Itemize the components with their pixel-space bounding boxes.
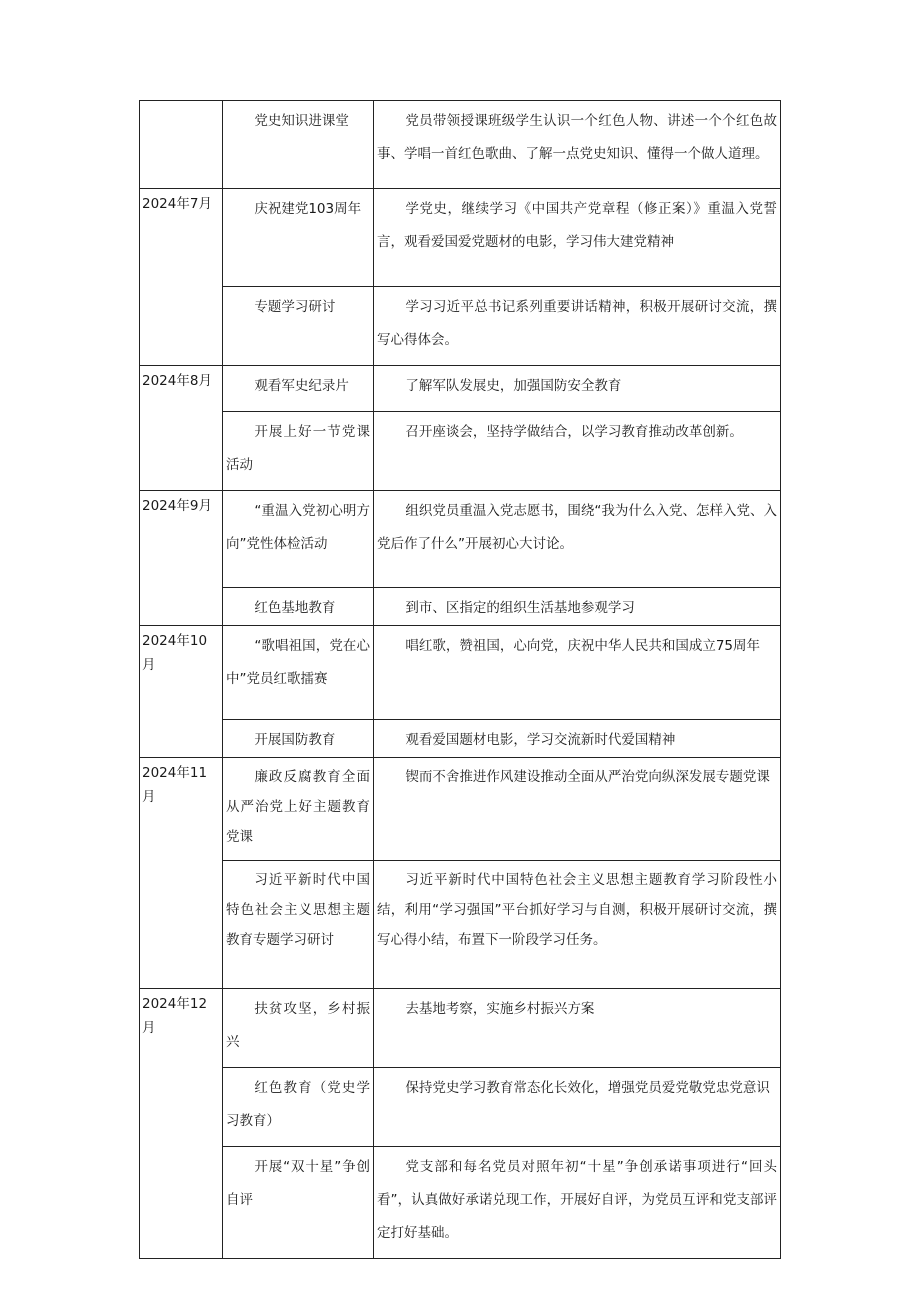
activity-cell: 习近平新时代中国特色社会主义思想主题教育专题学习研讨 (223, 861, 374, 989)
table-row (140, 720, 781, 758)
content-cell: 观看爱国题材电影，学习交流新时代爱国精神 (374, 720, 781, 758)
content-cell: 召开座谈会，坚持学做结合，以学习教育推动改革创新。 (374, 412, 781, 491)
table-row (140, 491, 781, 588)
table-row (140, 1068, 781, 1147)
content-cell: 到市、区指定的组织生活基地参观学习 (374, 588, 781, 626)
content-cell: 习近平新时代中国特色社会主义思想主题教育学习阶段性小结，利用“学习强国”平台抓好学习与自测，积极开展研讨交流，撰写心得小结，布置下一阶段学习任务。 (374, 861, 781, 989)
activity-cell: 庆祝建党103周年 (223, 189, 374, 287)
month-cell: 2024年7月 (140, 189, 223, 366)
activity-cell: “重温入党初心明方向”党性体检活动 (223, 491, 374, 588)
activity-cell: 红色教育（党史学习教育） (223, 1068, 374, 1147)
content-cell: 学党史，继续学习《中国共产党章程（修正案）》重温入党誓言，观看爱国爱党题材的电影，学习伟大建党精神 (374, 189, 781, 287)
activity-cell: 专题学习研讨 (223, 287, 374, 366)
activity-cell: 廉政反腐教育全面从严治党上好主题教育党课 (223, 758, 374, 861)
table-row (140, 1147, 781, 1259)
content-cell: 去基地考察，实施乡村振兴方案 (374, 989, 781, 1068)
activity-cell: 开展国防教育 (223, 720, 374, 758)
content-cell: 唱红歌，赞祖国，心向党，庆祝中华人民共和国成立75周年 (374, 626, 781, 720)
activity-cell: “歌唱祖国，党在心中”党员红歌擂赛 (223, 626, 374, 720)
content-cell: 组织党员重温入党志愿书，围绕“我为什么入党、怎样入党、入党后作了什么”开展初心大讨论。 (374, 491, 781, 588)
table-row (140, 189, 781, 287)
table-row (140, 412, 781, 491)
month-cell: 2024年11月 (140, 758, 223, 989)
schedule-table (139, 100, 781, 1259)
activity-cell: 观看军史纪录片 (223, 366, 374, 412)
content-cell: 了解军队发展史，加强国防安全教育 (374, 366, 781, 412)
month-cell (140, 101, 223, 189)
content-cell: 党员带领授课班级学生认识一个红色人物、讲述一个个红色故事、学唱一首红色歌曲、了解一点党史知识、懂得一个做人道理。 (374, 101, 781, 189)
table-row (140, 758, 781, 861)
month-cell: 2024年9月 (140, 491, 223, 626)
table-row (140, 101, 781, 189)
content-cell: 保持党史学习教育常态化长效化，增强党员爱党敬党忠党意识 (374, 1068, 781, 1147)
activity-cell: 扶贫攻坚，乡村振兴 (223, 989, 374, 1068)
content-cell: 党支部和每名党员对照年初“十星”争创承诺事项进行“回头看”，认真做好承诺兑现工作，开展好自评，为党员互评和党支部评定打好基础。 (374, 1147, 781, 1259)
table-row (140, 287, 781, 366)
table-row (140, 366, 781, 412)
activity-cell: 党史知识进课堂 (223, 101, 374, 189)
table-row (140, 861, 781, 989)
activity-cell: 开展“双十星”争创自评 (223, 1147, 374, 1259)
content-cell: 锲而不舍推进作风建设推动全面从严治党向纵深发展专题党课 (374, 758, 781, 861)
table-row (140, 989, 781, 1068)
table-row (140, 588, 781, 626)
activity-cell: 红色基地教育 (223, 588, 374, 626)
table-row (140, 626, 781, 720)
activity-cell: 开展上好一节党课活动 (223, 412, 374, 491)
month-cell: 2024年10月 (140, 626, 223, 758)
month-cell: 2024年8月 (140, 366, 223, 491)
month-cell: 2024年12月 (140, 989, 223, 1259)
content-cell: 学习习近平总书记系列重要讲话精神，积极开展研讨交流，撰写心得体会。 (374, 287, 781, 366)
